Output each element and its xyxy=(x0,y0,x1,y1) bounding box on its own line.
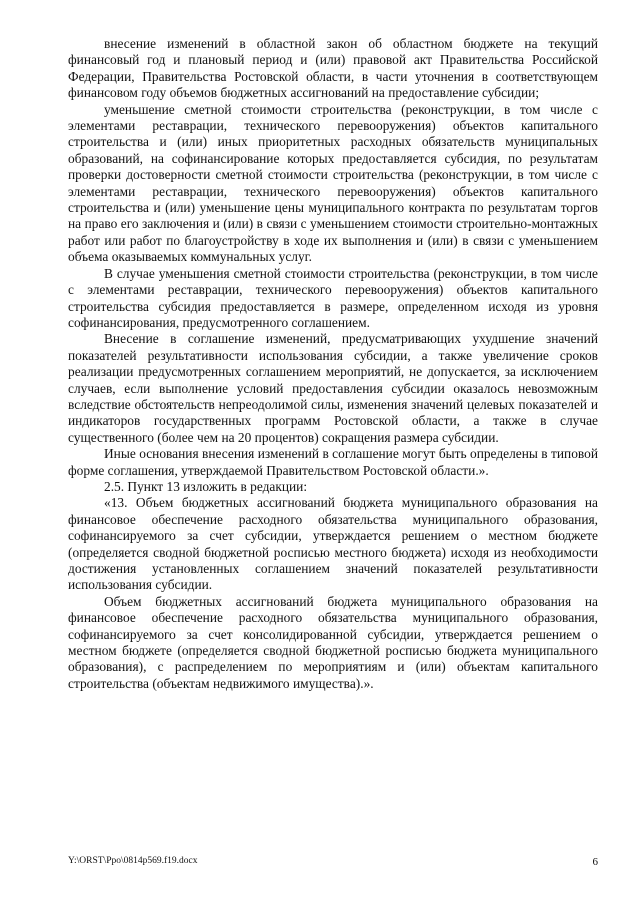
paragraph-budget-law-changes: внесение изменений в областной закон об областном бюджете на текущий финансовый год и плановый период и (или) правовой акт Правительства Российской Федерации, Правительства Ростовской области, в части уточнения в соответствующем финансовом году объемов бюджетных ассигнований на предоставление субсидии; xyxy=(68,36,598,101)
page-number: 6 xyxy=(592,856,598,868)
footer-file-path: Y:\ORST\Ppo\0814p569.f19.docx xyxy=(68,856,198,866)
paragraph-consolidated-subsidy: Объем бюджетных ассигнований бюджета муниципального образования на финансовое обеспечение расходного обязательства муниципального образования, софинансируемого за счет консолидированной субсидии, утверждается решением о местном бюджете (определяется сводной бюджетной росписью бюджета муниципального образования), с распределением по мероприятиям и (или) объектам капитального строительства (объектам недвижимого имущества).». xyxy=(68,593,598,691)
document-body xyxy=(68,36,598,692)
paragraph-cost-reduction: уменьшение сметной стоимости строительства (реконструкции, в том числе с элементами реставрации, технического перевооружения) объектов капитального строительства и (или) иных приоритетных расходных обязательств муниципальных образований, на софинансирование которых предоставляется субсидия, по результатам проверки достоверности сметной стоимости строительства (реконструкции, в том числе с элементами реставрации, технического перевооружения) объектов капитального строительства и (или) уменьшение цены муниципального контракта по результатам торгов на право его заключения и (или) в связи с уменьшением стоимости строительно-монтажных работ или работ по благоустройству в ходе их выполнения и (или) в связи с уменьшением объема оказываемых коммунальных услуг. xyxy=(68,101,598,265)
paragraph-item-2-5: 2.5. Пункт 13 изложить в редакции: xyxy=(104,478,308,494)
paragraph-item-13: «13. Объем бюджетных ассигнований бюджета муниципального образования на финансовое обеспечение расходного обязательства муниципального образования, софинансируемого за счет субсидии, утверждается решением о местном бюджете (определяется сводной бюджетной росписью местного бюджета) исходя из необходимости достижения установленных соглашением значений показателей результативности использования субсидии. xyxy=(68,495,598,593)
paragraph-agreement-amendments: Внесение в соглашение изменений, предусматривающих ухудшение значений показателей результативности использования субсидии, а также увеличение сроков реализации предусмотренных соглашением мероприятий, не допускается, за исключением случаев, если выполнение условий предоставления субсидии оказалось невозможным вследствие обстоятельств непреодолимой силы, изменения значений целевых показателей и индикаторов государственных программ Ростовской области, а также в случае существенного (более чем на 20 процентов) сокращения размера субсидии. xyxy=(68,331,598,445)
paragraph-other-grounds: Иные основания внесения изменений в соглашение могут быть определены в типовой форме соглашения, утверждаемой Правительством Ростовской области.». xyxy=(68,446,598,478)
paragraph-subsidy-amount: В случае уменьшения сметной стоимости строительства (реконструкции, в том числе с элементами реставрации, технического перевооружения) объектов капитального строительства субсидия предоставляется в размере, определенном исходя из уровня софинансирования, предусмотренного соглашением. xyxy=(68,265,598,330)
